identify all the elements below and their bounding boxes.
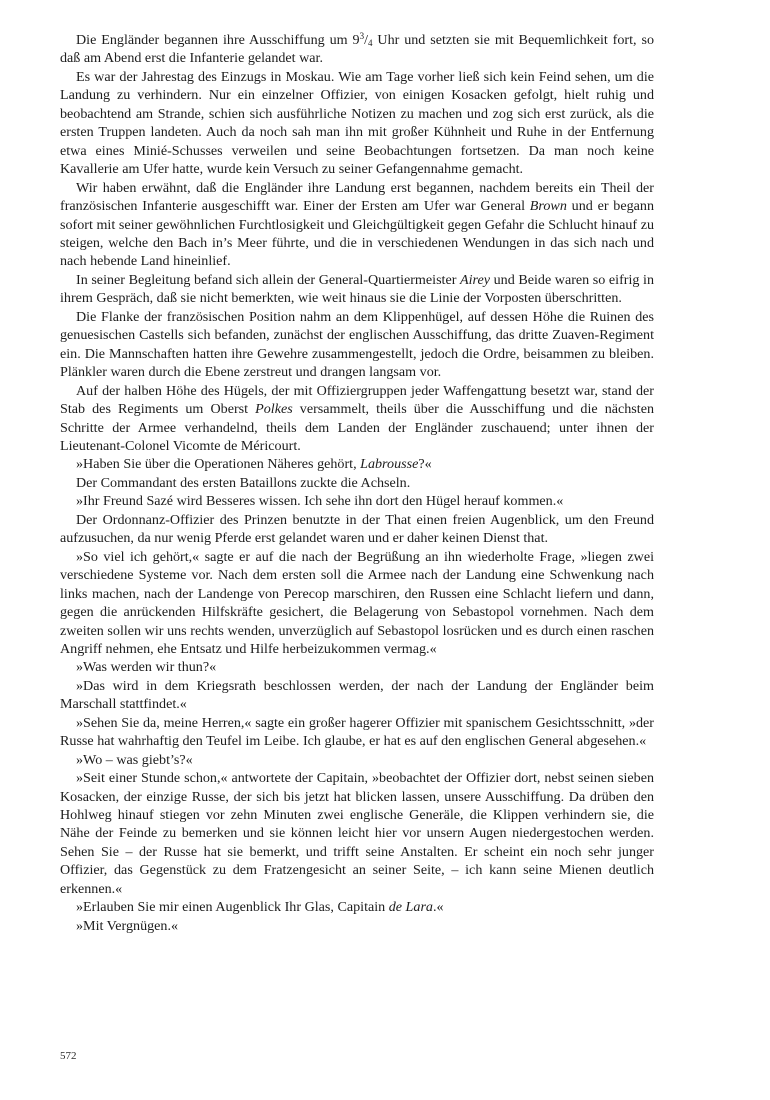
paragraph: »Sehen Sie da, meine Herren,« sagte ein großer hagerer Offizier mit spanischem Gesichtsschnitt, »der Russe hat wahrhaftig den Teufel im Leibe. Ich glaube, er hat es auf den englischen General abgesehen.« [60,714,654,750]
superscript: 3 [359,31,365,41]
paragraph: Die Engländer begannen ihre Ausschiffung um $9^3/_4$ Uhr und setzten sie mit Bequemlichkeit fort, so daß am Abend erst die Infanterie gelandet war. [60,31,654,67]
paragraph: »Ihr Freund Sazé wird Besseres wissen. Ich sehe ihn dort den Hügel herauf kommen.« [76,493,564,510]
paragraph: Die Flanke der französischen Position nahm an dem Klippenhügel, auf dessen Höhe die Ruinen des genuesischen Castells sich befanden, zunächst der englischen Ausschiffung, das dritte Zuaven-Regiment ein. Die Mannschaften hatten ihre Gewehre zusammengestellt, jedoch die Ordre, beisammen zu bleiben. Plänkler waren durch die Ebene zerstreut und drangen langsam vor. [60,308,654,381]
paragraph: »Haben Sie über die Operationen Näheres gehört, Labrousse?« [76,456,432,473]
page-number: 572 [60,1050,77,1062]
paragraph: Wir haben erwähnt, daß die Engländer ihre Landung erst begannen, nachdem bereits ein Theil der französischen Infanterie ausgeschifft war. Einer der Ersten am Ufer war General Brown und er begann sofort mit seiner gewöhnlichen Furchtlosigkeit und Gleichgültigkeit gegen Gefahr die Schlucht hinauf zu steigen, welche den Bach in’s Meer führte, und die in verschiedenen Wendungen in das sich nach und nach hebende Land hineinlief. [60,179,654,270]
paragraph: »Wo – was giebt’s?« [76,751,193,768]
paragraph: Der Commandant des ersten Bataillons zuckte die Achseln. [76,474,411,491]
paragraph: Es war der Jahrestag des Einzugs in Moskau. Wie am Tage vorher ließ sich kein Feind sehen, um die Landung zu verhindern. Nur ein einzelner Offizier, von einigen Kosacken gefolgt, hielt ruhig und beobachtend am Strande, schien sich ausführliche Notizen zu machen und zog sich erst zurück, als die ersten Truppen landeten. Auch da noch sah man ihn mit großer Kühnheit und Ruhe in der Entfernung etwa eines Minié-Schusses verweilen und seine Beobachtungen fortsetzen. Da man noch keine Kavallerie am Ufer hatte, wurde kein Versuch zu seiner Gefangennahme gemacht. [60,68,654,178]
paragraph: In seiner Begleitung befand sich allein der General-Quartiermeister Airey und Beide waren so eifrig in ihrem Gespräch, daß sie nicht bemerkten, wie weit hinaus sie die Linie der Vorposten überschritten. [60,271,654,307]
paragraph: »Seit einer Stunde schon,« antwortete der Capitain, »beobachtet der Offizier dort, nebst seinen sieben Kosacken, der einzige Russe, der sich bis jetzt hat blicken lassen, unsere Ausschiffung. Da drüben den Hohlweg hinauf stiegen vor zehn Minuten zwei englische Generäle, die Klippen verhindern sie, die Nähe der Feinde zu bemerken und sie können leicht hier vor unsern Augen niedergestochen werden. Sehen Sie – der Russe hat sie bemerkt, und trifft seine Anstalten. Er scheint ein noch sehr junger Offizier, das Gegenstück zu dem Fratzengesicht an seiner Seite, – ich kann seine Mienen deutlich erkennen.« [60,770,654,897]
paragraph: Der Ordonnanz-Offizier des Prinzen benutzte in der That einen freien Augenblick, um den Freund aufzusuchen, da nur wenig Pferde erst gelandet waren und er daher keinen Dienst that. [60,511,654,547]
italic-name: de Lara [388,899,433,916]
paragraph: Auf der halben Höhe des Hügels, der mit Offiziergruppen jeder Waffengattung besetzt war, stand der Stab des Regiments um Oberst Polkes versammelt, theils über die Ausschiffung und die nächsten Schritte der Armee verhandelnd, theils dem Landen der Engländer zuschauend; unter ihnen der Lieutenant-Colonel Vicomte de Méricourt. [60,382,655,454]
body-text [60,31,654,935]
italic-name: Polkes [255,401,293,418]
italic-name: Labrousse [360,456,419,473]
paragraph: »So viel ich gehört,« sagte er auf die nach der Begrüßung an ihn wiederholte Frage, »liegen zwei verschiedene Systeme vor. Nach dem ersten soll die Armee nach der Landung eine Schwenkung nach links machen, nach der Landenge von Perecop marschiren, den Russen eine Schlacht liefern und dann, gegen die anrückenden Hilfskräfte gesichert, die Belagerung von Sebastopol vornehmen. Nach dem zweiten sollen wir uns rechts wenden, unverzüglich auf Sebastopol losrücken und es durch einen raschen Angriff nehmen, ehe Entsatz und Hilfe herbeizukommen vermag.« [60,548,654,657]
paragraph: »Was werden wir thun?« [76,659,217,676]
italic-name: Brown [529,198,567,215]
paragraph: »Erlauben Sie mir einen Augenblick Ihr Glas, Capitain de Lara.« [76,899,444,916]
paragraph: »Mit Vergnügen.« [76,917,179,934]
subscript: 4 [367,38,373,48]
paragraph: »Das wird in dem Kriegsrath beschlossen werden, der nach der Landung der Engländer beim Marschall stattfindet.« [60,677,654,713]
italic-name: Airey [460,271,491,288]
